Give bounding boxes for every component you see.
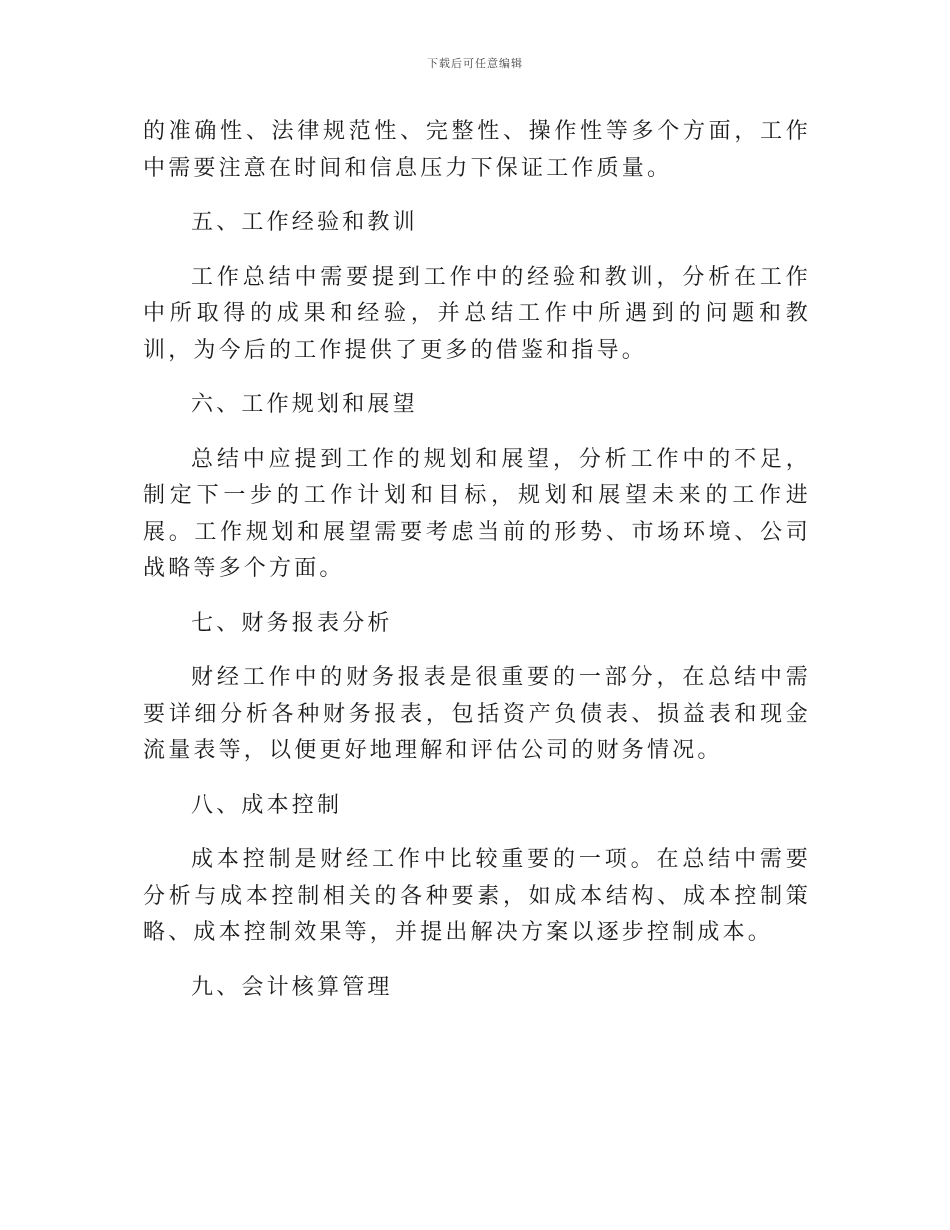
section-heading-8: 八、成本控制 [191,792,343,818]
section-heading-7: 七、财务报表分析 [191,610,393,636]
section-paragraph-5: 工作总结中需要提到工作中的经验和教训，分析在工作中所取得的成果和经验，并总结工作中所遇到的问题和教训，为今后的工作提供了更多的借鉴和指导。 [143,264,811,363]
section-paragraph-7: 财经工作中的财务报表是很重要的一部分，在总结中需要详细分析各种财务报表，包括资产负债表、损益表和现金流量表等，以便更好地理解和评估公司的财务情况。 [143,665,811,763]
section-paragraph-6: 总结中应提到工作的规划和展望，分析工作中的不足，制定下一步的工作计划和目标，规划和展望未来的工作进展。工作规划和展望需要考虑当前的形势、市场环境、公司战略等多个方面。 [143,446,811,581]
page-header: 下载后可任意编辑 [427,57,523,70]
section-heading-6: 六、工作规划和展望 [191,392,418,417]
section-heading-9: 九、会计核算管理 [191,974,393,1000]
section-heading-5: 五、工作经验和教训 [191,210,418,235]
section-paragraph-8: 成本控制是财经工作中比较重要的一项。在总结中需要分析与成本控制相关的各种要素，如成本结构、成本控制策略、成本控制效果等，并提出解决方案以逐步控制成本。 [143,847,811,945]
document-body [143,114,811,1024]
paragraph-continued: 的准确性、法律规范性、完整性、操作性等多个方面，工作中需要注意在时间和信息压力下保证工作质量。 [143,119,811,181]
